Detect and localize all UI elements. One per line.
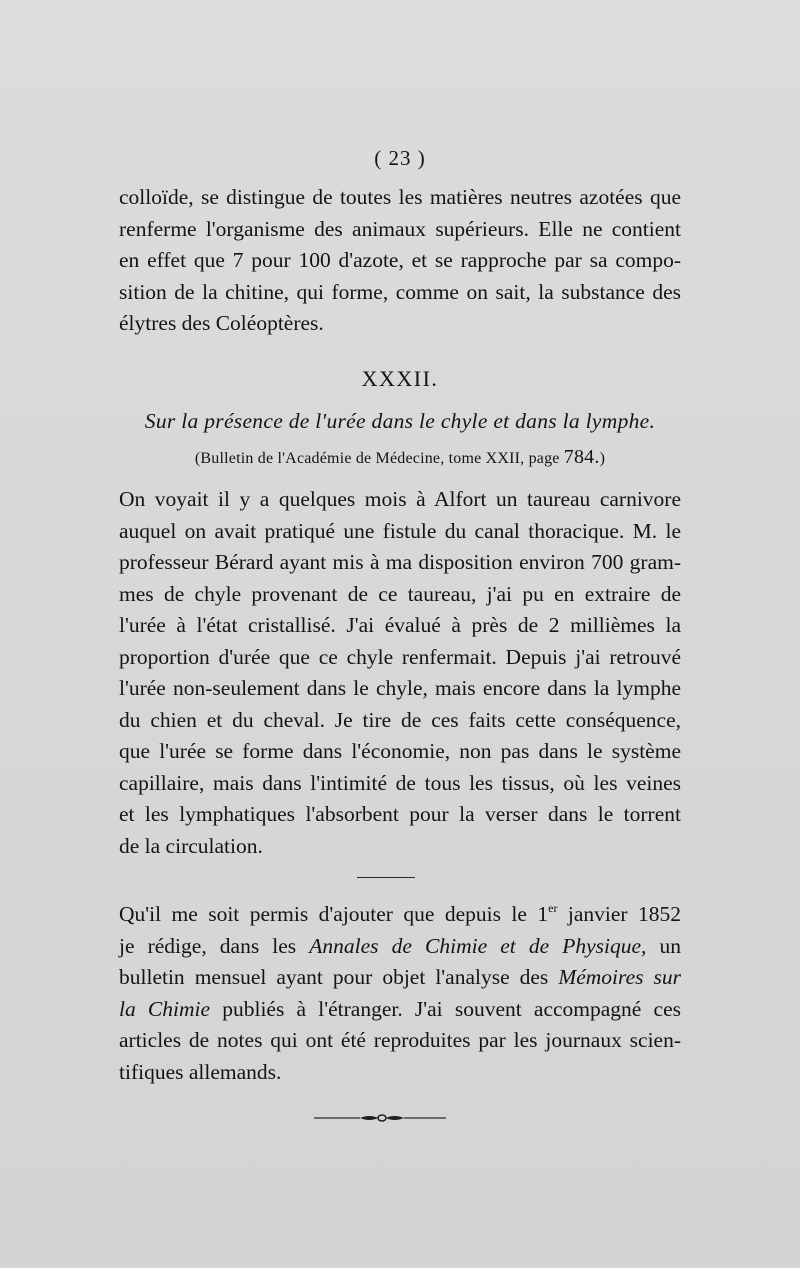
paragraph-uree (119, 484, 681, 862)
section-number: XXXII. (361, 366, 439, 391)
text-line: colloïde, se distingue de toutes les matières neutres azotées que (119, 185, 681, 209)
text-segment: bulletin mensuel ayant pour objet l'analyse des (119, 965, 559, 989)
text-line: que l'urée se forme dans l'économie, non pas dans le système (119, 739, 681, 763)
text-line: renferme l'organisme des animaux supérieurs. Elle ne contient (119, 216, 681, 241)
section-divider (357, 877, 415, 878)
text-line: et les lymphatiques l'absorbent pour la verser dans le torrent (119, 802, 681, 826)
text-line: du chien et du cheval. Je tire de ces faits cette conséquence, (119, 707, 681, 732)
text-line: mes de chyle provenant de ce taureau, j'ai pu en extraire de (119, 581, 681, 606)
text-line: élytres des Coléoptères. (119, 311, 324, 335)
text-line: l'urée non-seulement dans le chyle, mais encore dans la lymphe (119, 676, 681, 700)
text-line: sition de la chitine, qui forme, comme on sait, la substance des (119, 279, 681, 304)
text-line: tifiques allemands. (119, 1059, 282, 1084)
text-line (119, 899, 681, 931)
paragraph-annales (119, 899, 681, 1088)
journal-title: Annales de Chimie et de Physique, (309, 933, 647, 958)
text-line: professeur Bérard ayant mis à ma disposition environ 700 gram- (119, 550, 681, 574)
end-ornament (312, 1110, 448, 1126)
citation-page: 784. (563, 446, 600, 468)
text-line: de la circulation. (119, 833, 263, 858)
text-line (119, 962, 681, 994)
text-line: auquel on avait pratiqué une fistule du canal thoracique. M. le (119, 518, 681, 543)
text-segment: un (646, 933, 681, 958)
section-title: Sur la présence de l'urée dans le chyle et dans la lymphe. (144, 409, 656, 433)
text-segment: je rédige, dans les (119, 933, 310, 958)
citation-close: ) (599, 450, 606, 467)
text-segment: Qu'il me soit permis d'ajouter que depuis le 1 (119, 902, 549, 926)
text-line: articles de notes qui ont été reproduites par les journaux scien- (119, 1028, 681, 1052)
text-line (119, 931, 681, 963)
paragraph-continuation (119, 182, 681, 340)
section-citation (0, 446, 800, 469)
text-line: l'urée à l'état cristallisé. J'ai évalué à près de 2 millièmes la (119, 613, 681, 637)
text-segment: publiés à l'étranger. J'ai souvent accompagné ces (210, 996, 681, 1021)
text-line (119, 994, 681, 1026)
italic-text: Mémoires sur (558, 965, 681, 989)
text-line: proportion d'urée que ce chyle renfermait. Depuis j'ai retrouvé (119, 644, 681, 669)
superscript: er (548, 901, 558, 915)
text-line: capillaire, mais dans l'intimité de tous les tissus, où les veines (119, 770, 681, 795)
italic-text: la Chimie (119, 996, 211, 1021)
page-number: ( 23 ) (374, 146, 426, 170)
text-segment: janvier 1852 (557, 902, 681, 926)
text-line: On voyait il y a quelques mois à Alfort un taureau carnivore (119, 487, 681, 511)
citation-text: (Bulletin de l'Académie de Médecine, tome XXII, page (194, 450, 564, 467)
text-line: en effet que 7 pour 100 d'azote, et se rapproche par sa compo- (119, 248, 681, 272)
